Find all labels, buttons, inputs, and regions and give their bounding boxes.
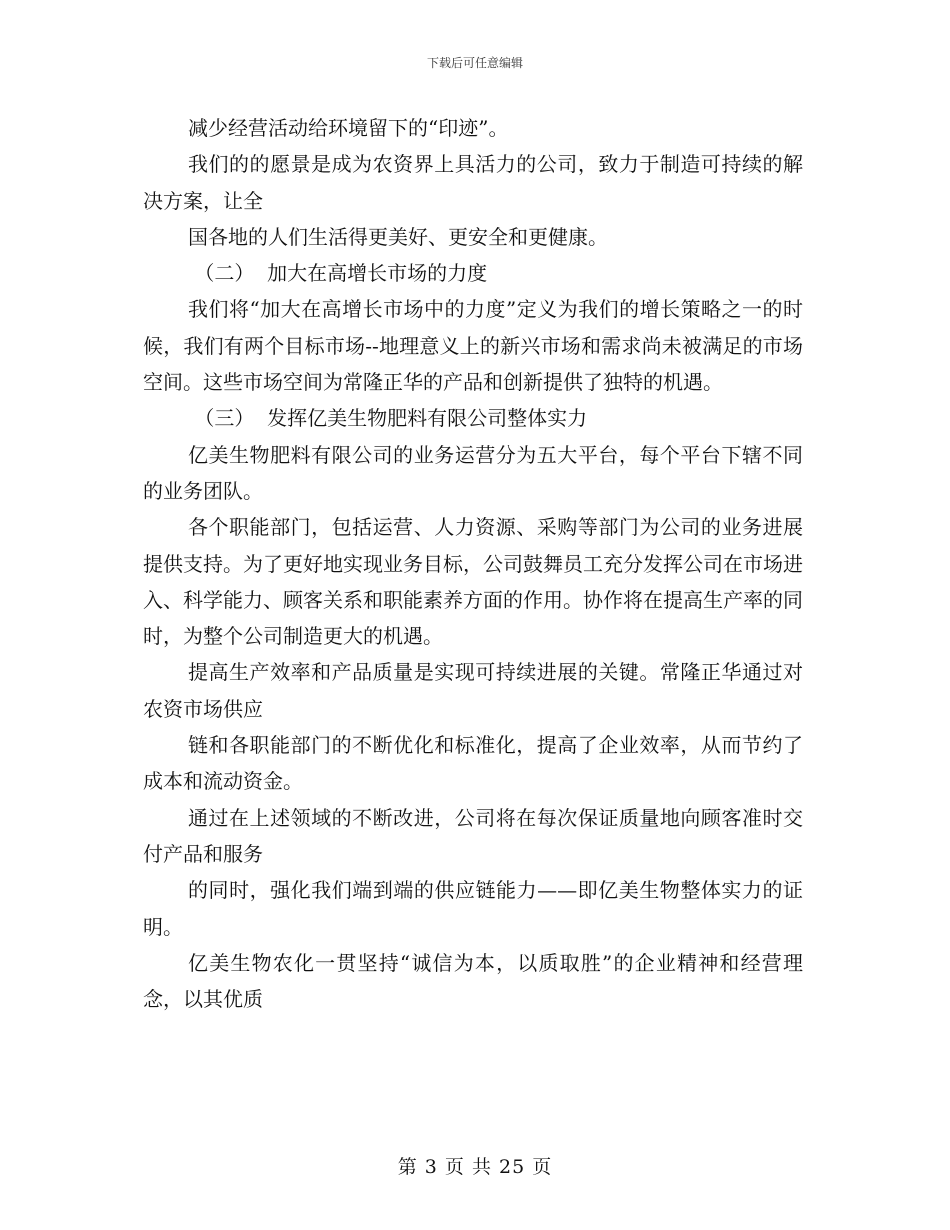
paragraph: 通过在上述领域的不断改进，公司将在每次保证质量地向顾客准时交付产品和服务 [143, 805, 803, 866]
paragraph: 亿美生物农化一贯坚持“诚信为本，以质取胜”的企业精神和经营理念，以其优质 [143, 950, 803, 1012]
document-body [143, 110, 803, 1017]
paragraph: 提高生产效率和产品质量是实现可持续进展的关键。常隆正华通过对农资市场供应 [143, 660, 803, 721]
header-note: 下载后可任意编辑 [426, 56, 523, 70]
section-heading: （二） 加大在高增长市场的力度 [188, 261, 488, 286]
paragraph: 国各地的人们生活得更美好、更安全和更健康。 [188, 224, 608, 249]
paragraph: 各个职能部门，包括运营、人力资源、采购等部门为公司的业务进展提供支持。为了更好地实现业务目标，公司鼓舞员工充分发挥公司在市场进入、科学能力、顾客关系和职能素养方面的作用。协作将在提高生产率的同时，为整个公司制造更大的机遇。 [143, 515, 803, 649]
paragraph: 的同时，强化我们端到端的供应链能力——即亿美生物整体实力的证明。 [143, 878, 803, 939]
paragraph: 链和各职能部门的不断优化和标准化，提高了企业效率，从而节约了成本和流动资金。 [143, 733, 803, 794]
paragraph: 亿美生物肥料有限公司的业务运营分为五大平台，每个平台下辖不同的业务团队。 [143, 442, 803, 503]
page-number: 第 3 页 共 25 页 [397, 1156, 553, 1178]
section-heading: （三） 发挥亿美生物肥料有限公司整体实力 [188, 406, 588, 431]
paragraph: 我们的的愿景是成为农资界上具活力的公司，致力于制造可持续的解决方案，让全 [143, 152, 803, 213]
paragraph: 减少经营活动给环境留下的“印迹”。 [188, 116, 509, 140]
paragraph: 我们将“加大在高增长市场中的力度”定义为我们的增长策略之一的时候，我们有两个目标市场--地理意义上的新兴市场和需求尚未被满足的市场空间。这些市场空间为常隆正华的产品和创新提供了独特的机遇。 [143, 297, 803, 395]
